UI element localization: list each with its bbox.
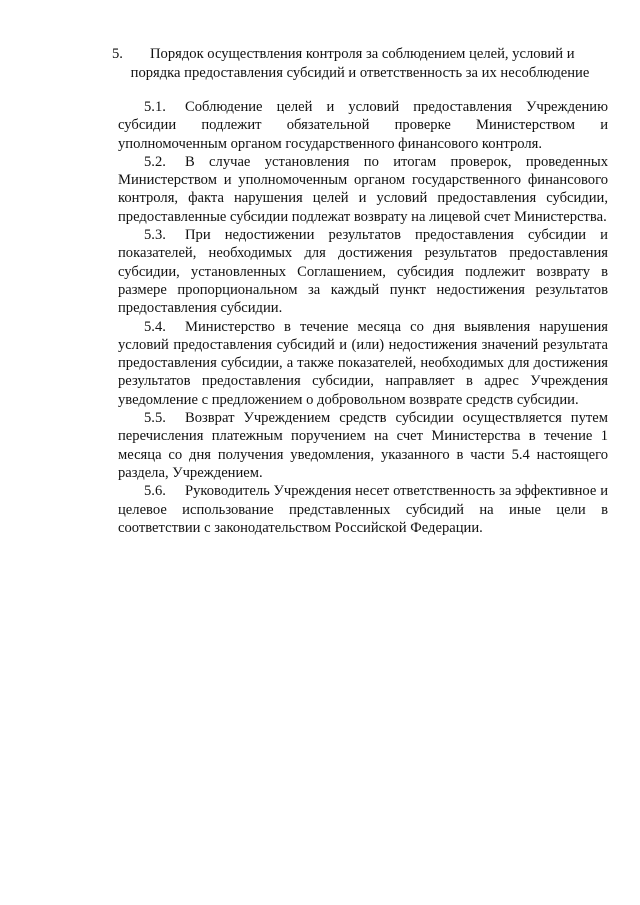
paragraph-5-4: [118, 318, 608, 409]
paragraph-text: Министерство в течение месяца со дня выявления нарушения условий предоставления субсидий и (или) недостижения значений результата предоставления субсидии, а также показателей, необходимых для достижения результатов предоставления субсидии, направляет в адрес Учреждения уведомление с предложением о добровольном возврате средств субсидии.: [118, 318, 608, 408]
paragraph-number: 5.2.: [144, 153, 166, 170]
paragraph-number: 5.1.: [144, 99, 166, 115]
paragraph-5-5: [118, 409, 608, 482]
paragraph-text: Руководитель Учреждения несет ответственность за эффективное и целевое использование представленных субсидий на иные цели в соответствии с законодательством Российской Федерации.: [118, 483, 608, 536]
section-title-line2: порядка предоставления субсидий и ответственность за их несоблюдение: [130, 65, 590, 81]
section-number: 5.: [112, 46, 123, 62]
paragraph-number: 5.5.: [144, 410, 166, 427]
paragraph-5-2: [118, 153, 608, 226]
section-heading: [112, 45, 608, 83]
paragraph-5-3: [118, 226, 608, 317]
paragraph-number: 5.4.: [144, 318, 166, 335]
section-body: [118, 98, 608, 537]
paragraph-text: Возврат Учреждением средств субсидии осуществляется путем перечисления платежным поручением на счет Министерства в течение 1 месяца со дня получения уведомления, указанного в части 5.4 настоящего раздела, Учреждением.: [118, 410, 608, 481]
paragraph-text: Соблюдение целей и условий предоставления Учреждению субсидии подлежит обязательной проверке Министерством и уполномоченным органом государственного финансового контроля.: [118, 99, 608, 152]
paragraph-number: 5.3.: [144, 227, 166, 244]
paragraph-text: В случае установления по итогам проверок, проведенных Министерством и уполномоченным органом государственного финансового контроля, факта нарушения целей и условий предоставления субсидии, предоставленные субсидии подлежат возврату на лицевой счет Министерства.: [118, 153, 608, 225]
paragraph-text: При недостижении результатов предоставления субсидии и показателей, необходимых для достижения результатов предоставления субсидии, установленных Соглашением, субсидия подлежит возврату в размере пропорциональном за каждый пункт недостижения результатов предоставления субсидии.: [118, 227, 608, 317]
section-title-line1: Порядок осуществления контроля за соблюдением целей, условий и: [150, 46, 575, 62]
paragraph-number: 5.6.: [144, 483, 166, 500]
paragraph-5-6: [118, 482, 608, 537]
paragraph-5-1: [118, 98, 608, 153]
